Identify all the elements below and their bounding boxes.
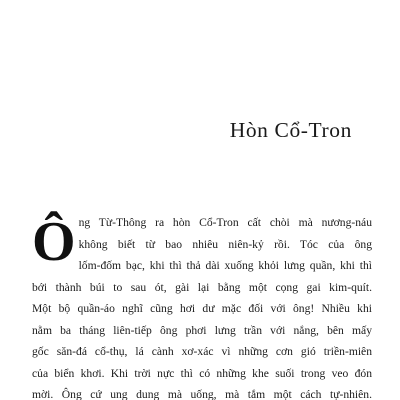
drop-cap: Ô (32, 211, 76, 273)
text-line: Một bộ quần-áo nghĩ cũng hơi dư mặc đối với ông! Nhiều khi (32, 302, 372, 315)
text-line: bới thành búi to sau ót, gài lại bằng một cọng gai kim-quít. (32, 280, 372, 294)
chapter-title: Hòn Cổ-Tron (229, 118, 352, 142)
text-line: của biển khơi. Khi trời nực thì có những khe suối trong veo đón (32, 366, 372, 380)
text-line: lốm-đốm bạc, khi thì thả dài xuống khỏi lưng quần, khi thì (78, 259, 372, 272)
text-line: mời. Ông cứ ung dung mà uống, mà tắm một cách tự-nhiên. (32, 388, 372, 400)
text-line: ng Từ-Thông ra hòn Cổ-Tron cất chòi mà nương-náu (78, 216, 372, 229)
text-line: nằm ba tháng liên-tiếp ông phơi lưng trần với nắng, bên mấy (32, 323, 372, 337)
text-line: gốc săn-đá cổ-thụ, lá cành xơ-xác vì những cơn gió triền-miên (32, 345, 372, 358)
body-paragraph (32, 212, 372, 400)
text-line: không biết từ bao nhiêu niên-kỷ rồi. Tóc của ông (78, 237, 372, 251)
